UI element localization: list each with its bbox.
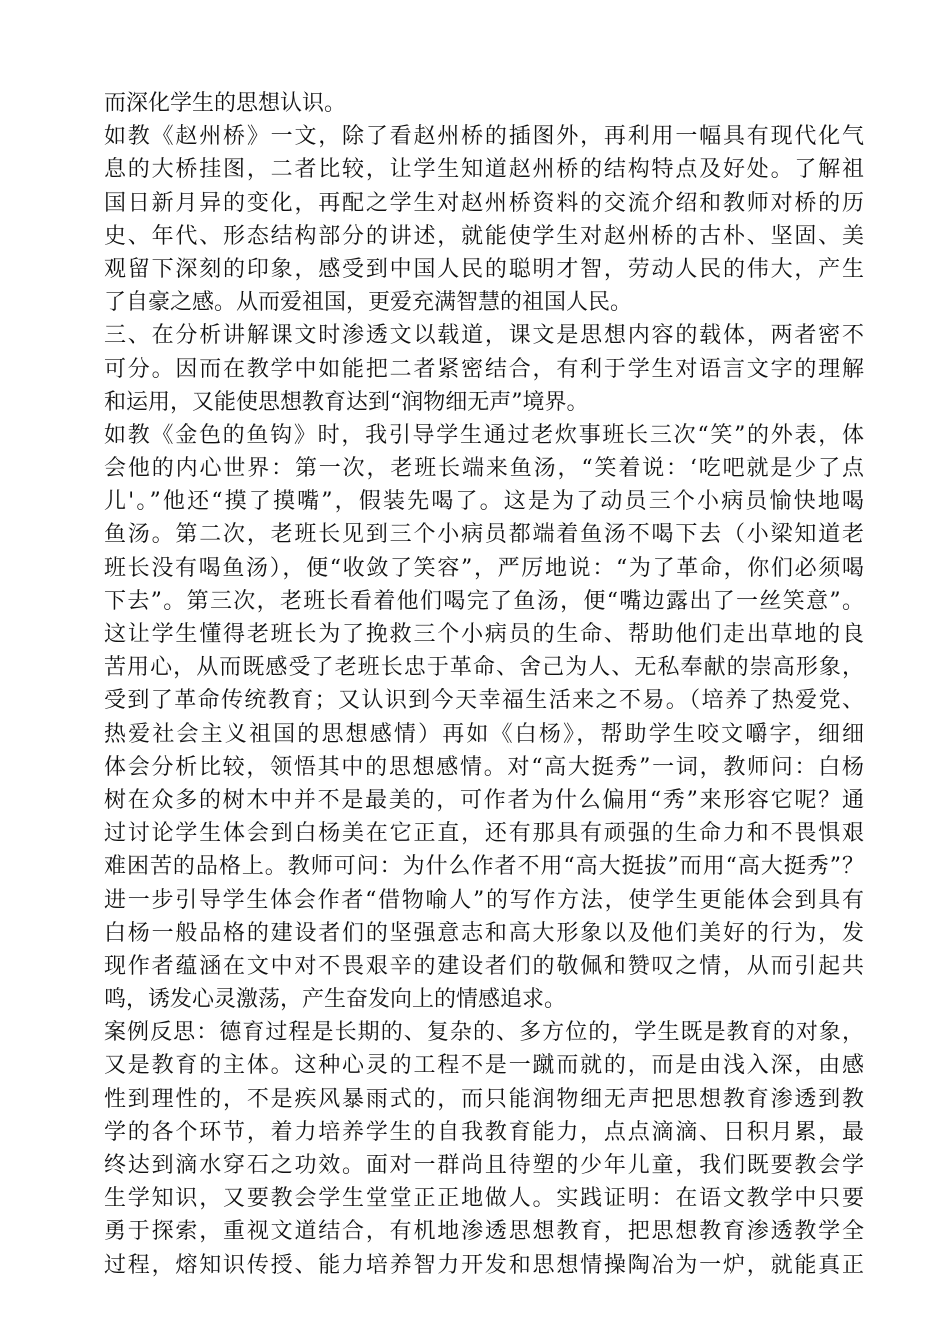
text-line: 终达到滴水穿石之功效。面对一群尚且待塑的少年儿童，我们既要教会学 [104, 1153, 864, 1178]
text-line: 如教《赵州桥》一文，除了看赵州桥的插图外，再利用一幅具有现代化气 [104, 124, 864, 150]
text-line: 鱼汤。第二次，老班长见到三个小病员都端着鱼汤不喝下去（小梁知道老 [104, 522, 864, 548]
text-line: 现作者蕴涵在文中对不畏艰辛的建设者们的敬佩和赞叹之情，从而引起共 [104, 953, 864, 979]
text-line: 进一步引导学生体会作者“借物喻人”的写作方法，使学生更能体会到具有 [104, 887, 864, 913]
text-line: 难困苦的品格上。教师可问：为什么作者不用“高大挺拔”而用“高大挺秀”？ [104, 854, 864, 880]
document-body [104, 87, 864, 1282]
text-line: 又是教育的主体。这种心灵的工程不是一蹴而就的，而是由浅入深，由感 [104, 1053, 864, 1079]
text-line: 三、在分析讲解课文时渗透文以载道，课文是思想内容的载体，两者密不 [104, 323, 864, 349]
document-page [104, 87, 864, 1282]
text-line: 树在众多的树木中并不是最美的，可作者为什么偏用“秀”来形容它呢？通 [104, 787, 864, 813]
text-line: 和运用，又能使思想教育达到“润物细无声”境界。 [104, 389, 589, 415]
text-line: 可分。因而在教学中如能把二者紧密结合，有利于学生对语言文字的理解 [104, 356, 864, 382]
text-line: 会他的内心世界：第一次，老班长端来鱼汤，“笑着说：‘吃吧就是少了点 [104, 456, 864, 482]
text-line: 学的各个环节，着力培养学生的自我教育能力，点点滴滴、日积月累，最 [104, 1119, 864, 1145]
text-line: 观留下深刻的印象，感受到中国人民的聪明才智，劳动人民的伟大，产生 [104, 256, 864, 282]
text-line: 了自豪之感。从而爱祖国，更爱充满智慧的祖国人民。 [104, 290, 633, 316]
text-line: 生学知识，又要教会学生堂堂正正地做人。实践证明：在语文教学中只要 [104, 1186, 864, 1212]
text-line: 体会分析比较，领悟其中的思想感情。对“高大挺秀”一词，教师问：白杨 [104, 754, 864, 780]
text-line: 儿'。”他还“摸了摸嘴”，假装先喝了。这是为了动员三个小病员愉快地喝 [104, 489, 864, 515]
text-line: 过讨论学生体会到白杨美在它正直，还有那具有顽强的生命力和不畏惧艰 [104, 821, 864, 847]
text-line: 勇于探索，重视文道结合，有机地渗透思想教育，把思想教育渗透教学全 [104, 1219, 864, 1245]
text-line: 案例反思：德育过程是长期的、复杂的、多方位的，学生既是教育的对象， [104, 1020, 864, 1046]
text-line: 鸣，诱发心灵激荡，产生奋发向上的情感追求。 [104, 987, 567, 1013]
text-line: 热爱社会主义祖国的思想感情）再如《白杨》，帮助学生咬文嚼字，细细 [104, 721, 864, 747]
text-line: 史、年代、形态结构部分的讲述，就能使学生对赵州桥的古朴、坚固、美 [104, 223, 864, 249]
text-line: 班长没有喝鱼汤），便“收敛了笑容”，严厉地说：“为了革命，你们必须喝 [104, 555, 864, 581]
text-line: 性到理性的，不是疾风暴雨式的，而只能润物细无声把思想教育渗透到教 [104, 1086, 864, 1112]
text-line: 过程，熔知识传授、能力培养智力开发和思想情操陶冶为一炉，就能真正 [104, 1252, 864, 1278]
text-line: 苦用心，从而既感受了老班长忠于革命、舍己为人、无私奉献的崇高形象， [104, 655, 864, 681]
text-line: 如教《金色的鱼钩》时，我引导学生通过老炊事班长三次“笑”的外表，体 [104, 422, 864, 448]
text-line: 息的大桥挂图，二者比较，让学生知道赵州桥的结构特点及好处。了解祖 [104, 157, 864, 183]
text-line: 下去”。第三次，老班长看着他们喝完了鱼汤，便“嘴边露出了一丝笑意”。 [104, 588, 864, 614]
text-line: 这让学生懂得老班长为了挽救三个小病员的生命、帮助他们走出草地的良 [104, 622, 864, 647]
text-line: 白杨一般品格的建设者们的坚强意志和高大形象以及他们美好的行为，发 [104, 920, 864, 946]
text-line: 国日新月异的变化，再配之学生对赵州桥资料的交流介绍和教师对桥的历 [104, 190, 864, 216]
text-line: 而深化学生的思想认识。 [104, 91, 347, 116]
text-line: 受到了革命传统教育；又认识到今天幸福生活来之不易。（培养了热爱党、 [104, 688, 864, 714]
